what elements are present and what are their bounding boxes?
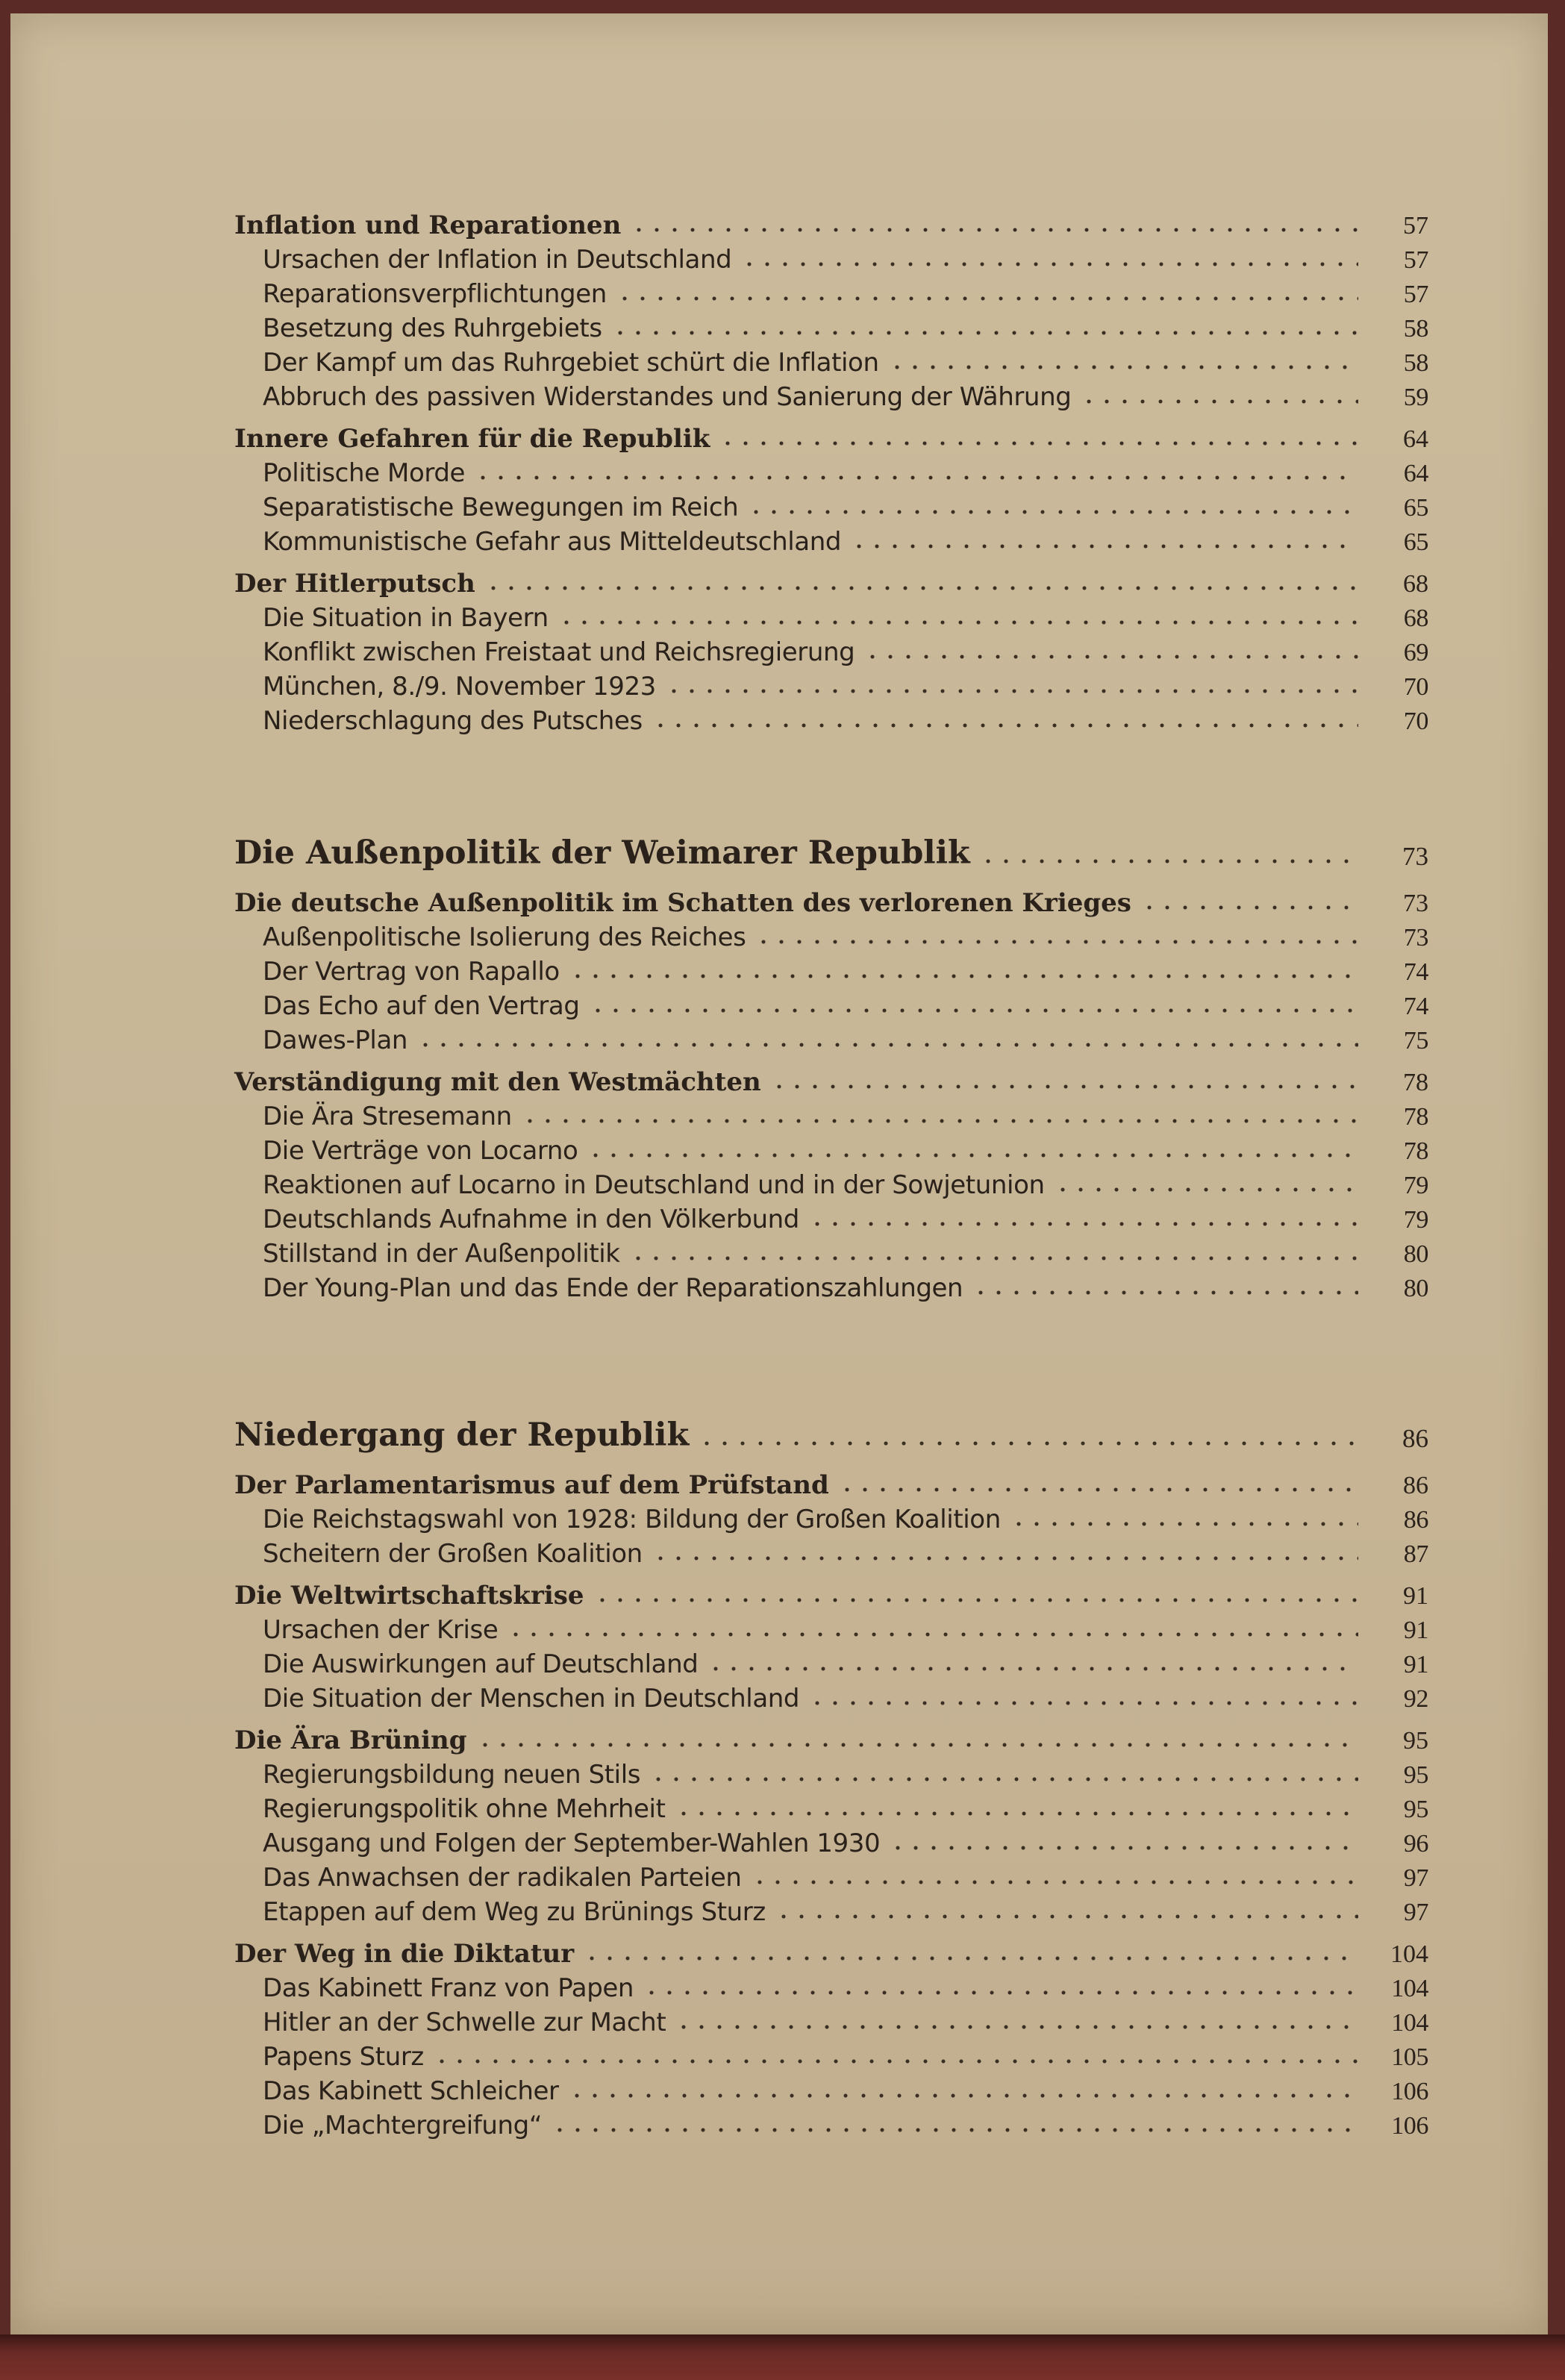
dot-leader [979, 857, 1358, 866]
dot-leader [1010, 1519, 1358, 1528]
section-title-text: Die Ära Brüning [234, 1725, 467, 1755]
toc-entry [234, 522, 1428, 557]
entry-text: Der Vertrag von Rapallo [263, 957, 560, 987]
chapter-page-number: 73 [1402, 842, 1428, 871]
toc-entry [234, 2072, 1428, 2106]
dot-leader [589, 1006, 1358, 1015]
section-page-number: 78 [1403, 1069, 1428, 1096]
toc-entry [234, 378, 1428, 412]
section-page-number: 73 [1403, 890, 1428, 917]
dot-leader [808, 1699, 1358, 1708]
dot-leader [719, 439, 1358, 448]
section-page-number: 86 [1403, 1472, 1428, 1499]
entry-text: Das Kabinett Franz von Papen [263, 1973, 634, 2003]
dot-leader [1140, 903, 1358, 912]
toc-entry [234, 1200, 1428, 1234]
entry-text: Das Echo auf den Vertrag [263, 991, 580, 1021]
entry-text: Die Situation in Bayern [263, 603, 549, 633]
toc-entry [234, 2003, 1428, 2037]
entry-page-number: 75 [1403, 1027, 1428, 1055]
section-title [234, 1576, 1428, 1611]
dot-leader [1054, 1185, 1358, 1194]
entry-page-number: 104 [1391, 2009, 1428, 2037]
toc-entry [234, 488, 1428, 522]
entry-text: Dawes-Plan [263, 1025, 408, 1055]
section-page-number: 91 [1403, 1582, 1428, 1610]
entry-page-number: 105 [1391, 2043, 1428, 2071]
dot-leader [652, 721, 1358, 730]
chapter-title [234, 1408, 1428, 1454]
toc-entry [234, 1097, 1428, 1131]
section-title-text: Innere Gefahren für die Republik [234, 424, 710, 454]
dot-leader [569, 972, 1358, 981]
dot-leader [775, 1912, 1358, 1921]
entry-text: Die Reichstagswahl von 1928: Bildung der Großen Koalition [263, 1505, 1001, 1534]
dot-leader [698, 1439, 1358, 1448]
entry-page-number: 74 [1403, 958, 1428, 986]
section-page-number: 104 [1390, 1940, 1428, 1968]
section-page-number: 64 [1403, 425, 1428, 453]
section-title [234, 564, 1428, 599]
entry-page-number: 106 [1391, 2112, 1428, 2140]
entry-text: Das Anwachsen der radikalen Parteien [263, 1863, 742, 1893]
toc-entry [234, 240, 1428, 275]
toc-entry [234, 1131, 1428, 1166]
entry-text: Scheitern der Großen Koalition [263, 1539, 643, 1569]
entry-text: Ursachen der Inflation in Deutschland [263, 245, 732, 275]
dot-leader [808, 1219, 1358, 1228]
entry-page-number: 79 [1403, 1172, 1428, 1199]
section-title [234, 206, 1428, 240]
section-title-text: Die deutsche Außenpolitik im Schatten des verlorenen Krieges [234, 888, 1131, 918]
entry-page-number: 57 [1403, 246, 1428, 274]
entry-page-number: 86 [1403, 1506, 1428, 1534]
toc-entry [234, 599, 1428, 633]
entry-text: Stillstand in der Außenpolitik [263, 1239, 620, 1269]
section-title [234, 1063, 1428, 1097]
entry-page-number: 58 [1403, 349, 1428, 377]
book-page [10, 13, 1548, 2334]
entry-page-number: 64 [1403, 460, 1428, 487]
toc-entry [234, 952, 1428, 987]
section-title-text: Der Hitlerputsch [234, 569, 475, 599]
dot-leader [665, 687, 1358, 696]
chapter-title-text: Niedergang der Republik [234, 1417, 690, 1454]
entry-page-number: 97 [1403, 1899, 1428, 1926]
entry-text: Die Situation der Menschen in Deutschland [263, 1684, 800, 1714]
toc-entry [234, 1234, 1428, 1269]
dot-leader [972, 1288, 1358, 1297]
dot-leader [474, 473, 1358, 482]
toc-entry [234, 1645, 1428, 1679]
toc-entry [234, 1679, 1428, 1714]
dot-leader [751, 1878, 1358, 1887]
section-page-number: 68 [1403, 570, 1428, 598]
entry-text: Die Verträge von Locarno [263, 1136, 578, 1166]
toc-entry [234, 1534, 1428, 1569]
dot-leader [888, 363, 1358, 372]
toc-entry [234, 454, 1428, 488]
dot-leader [675, 2023, 1358, 2031]
section-title [234, 884, 1428, 918]
toc-entry [234, 2037, 1428, 2072]
toc-entry [234, 1969, 1428, 2003]
chapter-title-text: Die Außenpolitik der Weimarer Republik [234, 834, 970, 872]
dot-leader [652, 1554, 1358, 1563]
entry-text: Kommunistische Gefahr aus Mitteldeutschland [263, 527, 842, 557]
section-title [234, 1934, 1428, 1969]
dot-leader [850, 542, 1358, 551]
dot-leader [587, 1151, 1358, 1160]
dot-leader [616, 294, 1358, 303]
entry-text: Separatistische Bewegungen im Reich [263, 493, 739, 522]
dot-leader [740, 260, 1358, 269]
toc-entry [234, 918, 1428, 952]
toc-entry [234, 1166, 1428, 1200]
chapter-3 [234, 1408, 1428, 2140]
entry-text: Konflikt zwischen Freistaat und Reichsregierung [263, 637, 855, 667]
toc-entry [234, 702, 1428, 736]
toc-entry [234, 633, 1428, 667]
entry-text: München, 8./9. November 1923 [263, 672, 656, 702]
chapter-page-number: 86 [1402, 1424, 1428, 1453]
entry-page-number: 79 [1403, 1206, 1428, 1234]
section-title [234, 419, 1428, 454]
dot-leader [649, 1775, 1358, 1784]
dot-leader [770, 1082, 1358, 1091]
entry-text: Regierungspolitik ohne Mehrheit [263, 1794, 666, 1824]
table-of-contents [234, 206, 1428, 2140]
entry-text: Besetzung des Ruhrgebiets [263, 313, 602, 343]
dot-leader [707, 1664, 1358, 1673]
entry-text: Außenpolitische Isolierung des Reiches [263, 922, 746, 952]
entry-text: Reparationsverpflichtungen [263, 279, 607, 309]
entry-text: Ausgang und Folgen der September-Wahlen 1930 [263, 1828, 881, 1858]
dot-leader [675, 1809, 1358, 1818]
toc-entry [234, 2106, 1428, 2140]
entry-text: Politische Morde [263, 458, 466, 488]
chapter-1 [234, 206, 1428, 736]
entry-text: Papens Sturz [263, 2042, 424, 2072]
dot-leader [521, 1116, 1358, 1125]
section-title-text: Der Weg in die Diktatur [234, 1939, 575, 1969]
entry-text: Die Ära Stresemann [263, 1102, 512, 1131]
entry-text: Die „Machtergreifung“ [263, 2111, 543, 2140]
entry-page-number: 65 [1403, 528, 1428, 556]
toc-entry [234, 343, 1428, 378]
toc-entry [234, 1021, 1428, 1055]
entry-page-number: 70 [1403, 673, 1428, 701]
toc-entry [234, 1500, 1428, 1534]
chapter-2 [234, 825, 1428, 1303]
entry-page-number: 96 [1403, 1830, 1428, 1858]
dot-leader [433, 2057, 1358, 2066]
entry-page-number: 95 [1403, 1761, 1428, 1789]
toc-entry [234, 987, 1428, 1021]
dot-leader [755, 937, 1358, 946]
entry-page-number: 95 [1403, 1796, 1428, 1823]
entry-text: Die Auswirkungen auf Deutschland [263, 1649, 699, 1679]
toc-entry [234, 1755, 1428, 1790]
section-title [234, 1721, 1428, 1755]
toc-entry [234, 275, 1428, 309]
entry-page-number: 57 [1403, 281, 1428, 308]
entry-text: Deutschlands Aufnahme in den Völkerbund [263, 1205, 799, 1234]
toc-entry [234, 1269, 1428, 1303]
toc-entry [234, 1893, 1428, 1927]
dot-leader [583, 1954, 1358, 1963]
entry-text: Reaktionen auf Locarno in Deutschland und in der Sowjetunion [263, 1170, 1045, 1200]
dot-leader [1080, 397, 1358, 406]
dot-leader [568, 2091, 1358, 2100]
section-page-number: 57 [1403, 212, 1428, 240]
entry-page-number: 80 [1403, 1240, 1428, 1268]
entry-page-number: 91 [1403, 1617, 1428, 1644]
dot-leader [611, 328, 1358, 337]
entry-text: Der Young-Plan und das Ende der Reparationszahlungen [263, 1273, 963, 1303]
dot-leader [507, 1630, 1358, 1639]
entry-page-number: 65 [1403, 494, 1428, 522]
dot-leader [643, 1988, 1358, 1997]
entry-page-number: 74 [1403, 993, 1428, 1020]
entry-text: Abbruch des passiven Widerstandes und Sanierung der Währung [263, 382, 1072, 412]
entry-page-number: 78 [1403, 1103, 1428, 1131]
entry-text: Regierungsbildung neuen Stils [263, 1760, 641, 1790]
chapter-title [234, 825, 1428, 872]
section-title-text: Der Parlamentarismus auf dem Prüfstand [234, 1470, 829, 1500]
toc-entry [234, 667, 1428, 702]
section-title-text: Verständigung mit den Westmächten [234, 1067, 761, 1097]
entry-text: Das Kabinett Schleicher [263, 2076, 559, 2106]
entry-page-number: 92 [1403, 1685, 1428, 1713]
toc-entry [234, 1611, 1428, 1645]
dot-leader [838, 1485, 1358, 1494]
entry-page-number: 73 [1403, 924, 1428, 952]
dot-leader [863, 652, 1358, 661]
entry-page-number: 80 [1403, 1275, 1428, 1302]
dot-leader [416, 1040, 1358, 1049]
entry-text: Der Kampf um das Ruhrgebiet schürt die Inflation [263, 348, 879, 378]
dot-leader [476, 1740, 1358, 1749]
toc-entry [234, 1858, 1428, 1893]
toc-entry [234, 1790, 1428, 1824]
entry-text: Hitler an der Schwelle zur Macht [263, 2008, 666, 2037]
entry-page-number: 59 [1403, 384, 1428, 411]
entry-page-number: 58 [1403, 315, 1428, 343]
dot-leader [484, 584, 1358, 593]
dot-leader [889, 1843, 1358, 1852]
entry-page-number: 97 [1403, 1864, 1428, 1892]
dot-leader [551, 2126, 1358, 2134]
entry-page-number: 69 [1403, 639, 1428, 666]
dot-leader [629, 1254, 1358, 1263]
toc-entry [234, 309, 1428, 343]
entry-page-number: 106 [1391, 2078, 1428, 2105]
entry-text: Niederschlagung des Putsches [263, 706, 643, 736]
toc-entry [234, 1824, 1428, 1858]
section-title [234, 1466, 1428, 1500]
entry-page-number: 78 [1403, 1137, 1428, 1165]
dot-leader [747, 507, 1358, 516]
entry-page-number: 68 [1403, 605, 1428, 632]
entry-text: Ursachen der Krise [263, 1615, 499, 1645]
entry-page-number: 104 [1391, 1975, 1428, 2002]
section-title-text: Die Weltwirtschaftskrise [234, 1581, 584, 1611]
dot-leader [630, 225, 1358, 234]
section-title-text: Inflation und Reparationen [234, 210, 622, 240]
dot-leader [593, 1596, 1358, 1605]
entry-page-number: 91 [1403, 1651, 1428, 1678]
section-page-number: 95 [1403, 1727, 1428, 1755]
entry-text: Etappen auf dem Weg zu Brünings Sturz [263, 1897, 766, 1927]
book-cover-edge [0, 2334, 1565, 2380]
entry-page-number: 87 [1403, 1540, 1428, 1568]
entry-page-number: 70 [1403, 708, 1428, 735]
dot-leader [557, 618, 1358, 627]
